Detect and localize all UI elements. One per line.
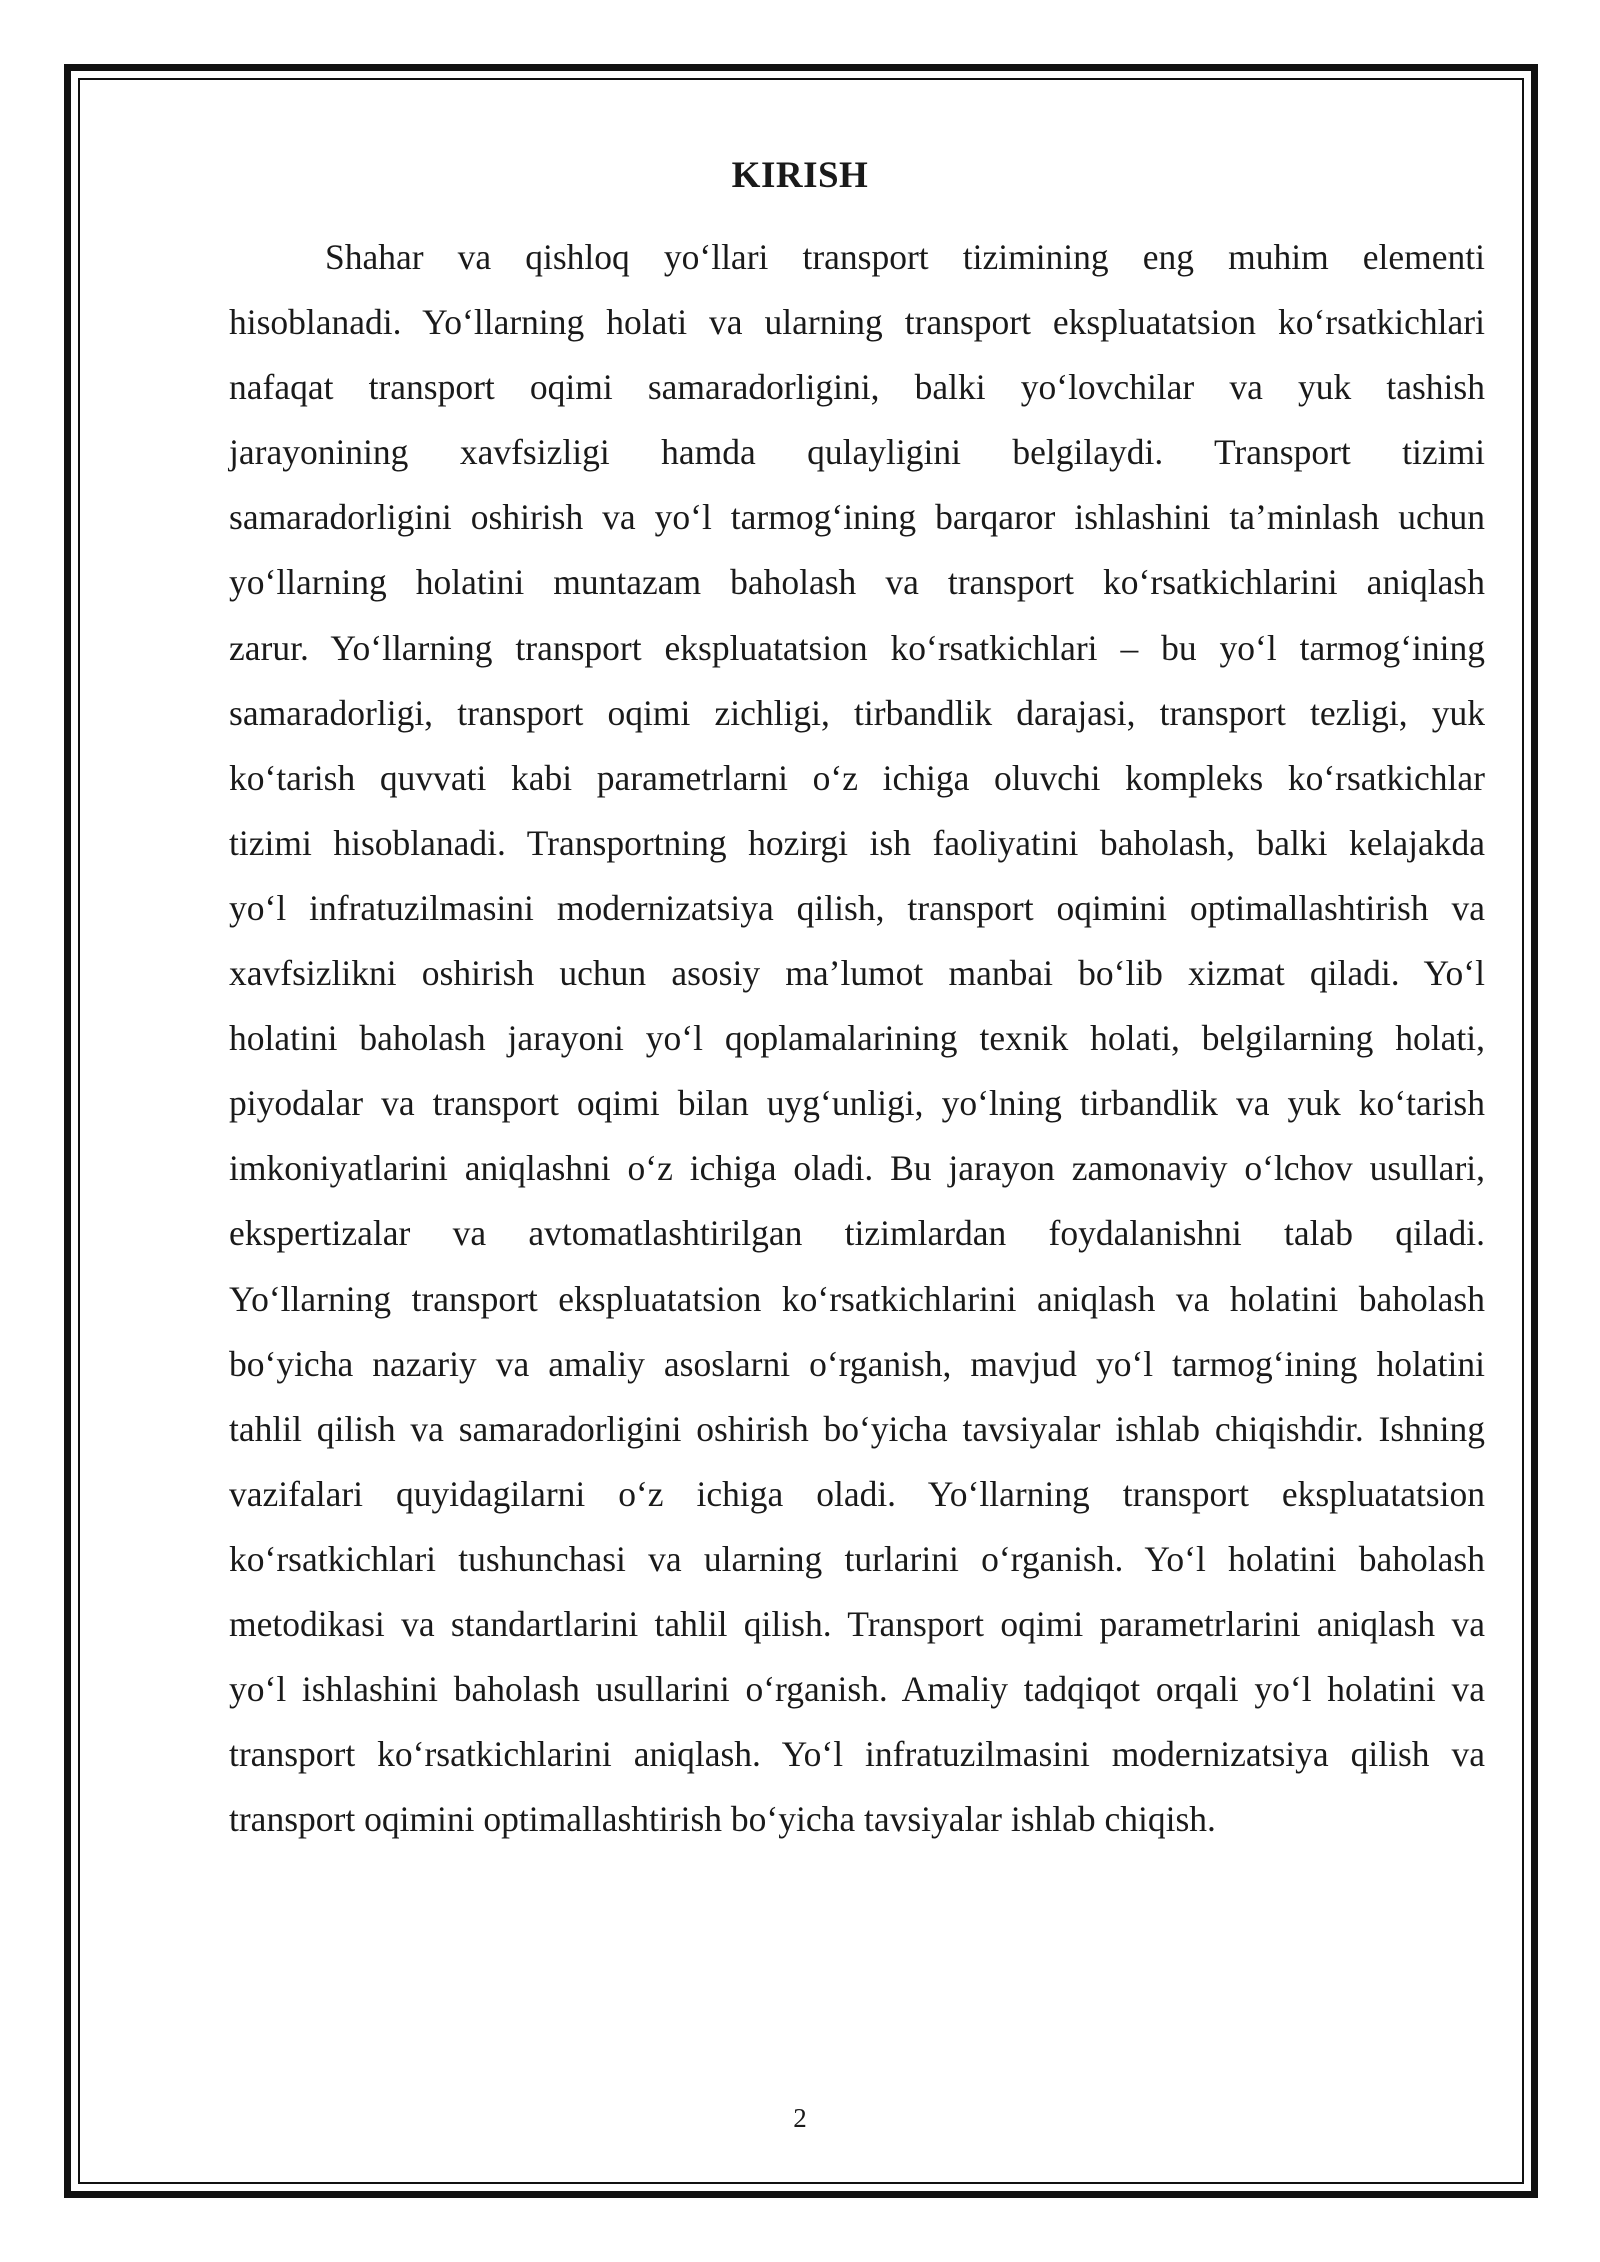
paragraph-line: ko‘rsatkichlari tushunchasi va ularning turlarini o‘rganish. Yo‘l holatini baholash bbox=[229, 1538, 1485, 1579]
paragraph-line: tahlil qilish va samaradorligini oshirish bo‘yicha tavsiyalar ishlab chiqishdir. Ishning bbox=[229, 1408, 1485, 1449]
paragraph-line: imkoniyatlarini aniqlashni o‘z ichiga oladi. Bu jarayon zamonaviy o‘lchov usullari, bbox=[229, 1148, 1485, 1189]
paragraph-line: nafaqat transport oqimi samaradorligini, balki yo‘lovchilar va yuk tashish bbox=[229, 367, 1485, 408]
paragraph-line: bo‘yicha nazariy va amaliy asoslarni o‘rganish, mavjud yo‘l tarmog‘ining holatini bbox=[229, 1343, 1485, 1384]
paragraph-line: metodikasi va standartlarini tahlil qilish. Transport oqimi parametrlarini aniqlash va bbox=[229, 1603, 1485, 1644]
paragraph-line: ko‘tarish quvvati kabi parametrlarni o‘z ichiga oluvchi kompleks ko‘rsatkichlar bbox=[229, 757, 1485, 798]
paragraph-line: Yo‘llarning transport ekspluatatsion ko‘rsatkichlarini aniqlash va holatini baholash bbox=[229, 1278, 1485, 1319]
paragraph-line: yo‘l infratuzilmasini modernizatsiya qilish, transport oqimini optimallashtirish va bbox=[229, 887, 1485, 928]
paragraph-line: Shahar va qishloq yo‘llari transport tizimining eng muhim elementi bbox=[325, 237, 1485, 277]
paragraph-line: samaradorligi, transport oqimi zichligi, tirbandlik darajasi, transport tezligi, yuk bbox=[229, 692, 1485, 733]
paragraph-line: transport ko‘rsatkichlarini aniqlash. Yo‘l infratuzilmasini modernizatsiya qilish va bbox=[229, 1734, 1485, 1775]
body-paragraph bbox=[229, 228, 1485, 1855]
paragraph-line: zarur. Yo‘llarning transport ekspluatatsion ko‘rsatkichlari – bu yo‘l tarmog‘ining bbox=[229, 627, 1485, 668]
paragraph-line: jarayonining xavfsizligi hamda qulayligini belgilaydi. Transport tizimi bbox=[229, 432, 1485, 473]
paragraph-line: yo‘llarning holatini muntazam baholash va transport ko‘rsatkichlarini aniqlash bbox=[229, 562, 1485, 603]
paragraph-line: hisoblanadi. Yo‘llarning holati va ularning transport ekspluatatsion ko‘rsatkichlari bbox=[229, 302, 1485, 343]
paragraph-line: transport oqimini optimallashtirish bo‘yicha tavsiyalar ishlab chiqish. bbox=[229, 1799, 1216, 1840]
section-title: KIRISH bbox=[731, 155, 869, 196]
paragraph-line: tizimi hisoblanadi. Transportning hozirgi ish faoliyatini baholash, balki kelajakda bbox=[229, 822, 1485, 863]
paragraph-line: piyodalar va transport oqimi bilan uyg‘unligi, yo‘lning tirbandlik va yuk ko‘tarish bbox=[229, 1083, 1485, 1124]
paragraph-line: ekspertizalar va avtomatlashtirilgan tizimlardan foydalanishni talab qiladi. bbox=[229, 1213, 1485, 1254]
page-number: 2 bbox=[793, 2103, 807, 2133]
paragraph-line: samaradorligini oshirish va yo‘l tarmog‘ining barqaror ishlashini ta’minlash uchun bbox=[229, 497, 1485, 538]
paragraph-line: yo‘l ishlashini baholash usullarini o‘rganish. Amaliy tadqiqot orqali yo‘l holatini va bbox=[229, 1669, 1485, 1710]
paragraph-line: vazifalari quyidagilarni o‘z ichiga oladi. Yo‘llarning transport ekspluatatsion bbox=[229, 1473, 1485, 1514]
paragraph-line: holatini baholash jarayoni yo‘l qoplamalarining texnik holati, belgilarning holati, bbox=[229, 1018, 1485, 1059]
paragraph-line: xavfsizlikni oshirish uchun asosiy ma’lumot manbai bo‘lib xizmat qiladi. Yo‘l bbox=[229, 953, 1485, 994]
